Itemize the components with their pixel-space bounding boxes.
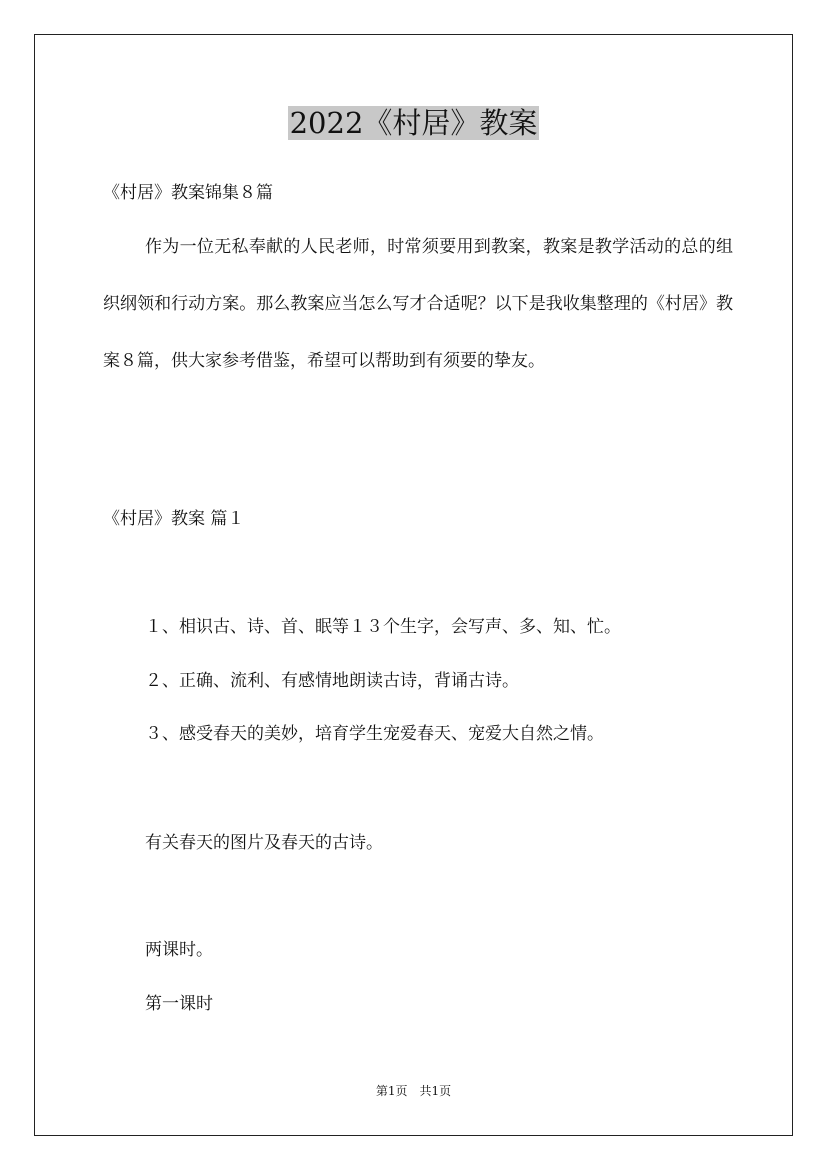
intro-paragraph: 作为一位无私奉献的人民老师，时常须要用到教案，教案是教学活动的总的组织纲领和行动方案。那么教案应当怎么写才合适呢？以下是我收集整理的《村居》教案８篇，供大家参考借鉴，希望可以帮助到有须要的挚友。 [103,237,733,371]
title-text: 2022《村居》教案 [289,106,538,140]
page-number: 第1页 共1页 [375,1084,452,1098]
document-title [0,103,827,143]
materials-text: 有关春天的图片及春天的古诗。 [145,833,383,853]
duration-text: 两课时。 [145,940,213,960]
lesson-label: 第一课时 [145,994,213,1014]
objective-item-2: ２、正确、流利、有感情地朗读古诗，背诵古诗。 [145,671,519,691]
objective-item-3: ３、感受春天的美妙，培育学生宠爱春天、宠爱大自然之情。 [145,724,604,744]
document-subtitle: 《村居》教案锦集８篇 [103,183,273,203]
objective-item-1: １、相识古、诗、首、眠等１３个生字，会写声、多、知、忙。 [145,617,621,637]
section-heading: 《村居》教案 篇１ [103,509,245,529]
